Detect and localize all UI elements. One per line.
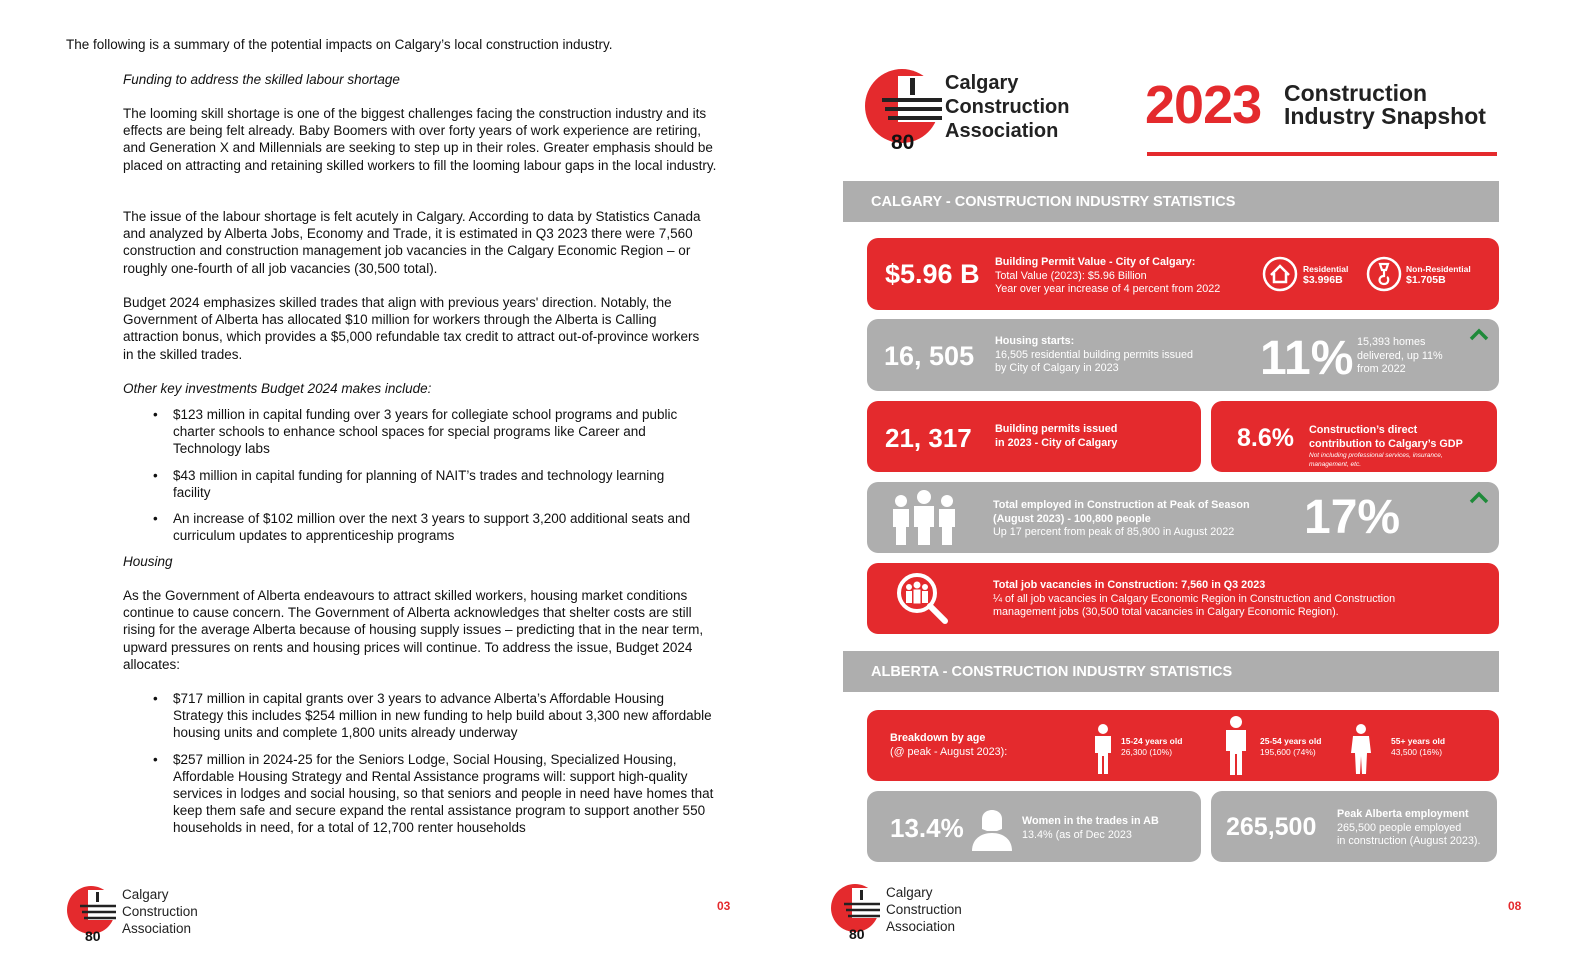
age-group-1: 15-24 years old 26,300 (10%) xyxy=(1121,736,1183,757)
list-item: • An increase of $102 million over the next 3 years to support 3,200 additional seats and curriculum updates to apprenticeship programs xyxy=(121,510,696,544)
logo-badge: 80 xyxy=(85,928,101,944)
employed-percent: 17% xyxy=(1304,491,1401,544)
permit-value-text: Building Permit Value - City of Calgary: Total Value (2023): $5.96 Billion Year over year increase of 4 percent from 2022 xyxy=(995,256,1221,295)
housing-starts-card xyxy=(867,319,1499,391)
person-icon xyxy=(1224,716,1248,776)
age-group-3: 55+ years old 43,500 (16%) xyxy=(1391,736,1446,757)
intro-text: The following is a summary of the potential impacts on Calgary’s local construction industry. xyxy=(66,37,613,52)
permits-issued-big: 21, 317 xyxy=(885,423,972,453)
page-number-right: 08 xyxy=(1508,899,1522,913)
gdp-note: Not including professional services, insurance, management, etc. xyxy=(1309,452,1443,468)
vacancies-text: Total job vacancies in Construction: 7,560 in Q3 2023 ¼ of all job vacancies in Calgary Economic Region in Construction and Construction management jobs (30,500 total vacancies in Calgary Economic Region). xyxy=(993,579,1396,618)
trend-up-icon xyxy=(1469,490,1489,504)
housing-percent: 11% xyxy=(1260,332,1354,385)
list-item: • $43 million in capital funding for planning of NAIT’s trades and technology learning facility xyxy=(121,467,696,501)
heading-housing: Housing xyxy=(123,554,173,569)
trend-up-icon xyxy=(1469,327,1489,341)
paragraph-skill-shortage: The looming skill shortage is one of the biggest challenges facing the construction industry and its effects are being felt already. Baby Boomers with over forty years of work experience are retiring, and Generation X and Millennials are seeking to step up in their roles. Greater emphasis should be placed on attracting and retaining skilled workers to fill the looming labour gaps in the local industry. xyxy=(123,106,717,173)
employed-text: Total employed in Construction at Peak of Season (August 2023) - 100,800 people Up 17 percent from peak of 85,900 in August 2022 xyxy=(993,499,1250,538)
permits-issued-text: Building permits issued in 2023 - City of Calgary xyxy=(995,423,1118,449)
logo-text: Calgary Construction Association xyxy=(122,887,198,936)
footer-logo-right xyxy=(830,882,990,942)
housing-list xyxy=(121,690,716,837)
women-big: 13.4% xyxy=(890,813,964,843)
footer-logo-left xyxy=(66,884,226,944)
workers-group-icon xyxy=(889,489,959,547)
investments-list xyxy=(121,406,696,544)
peak-employment-text: Peak Alberta employment 265,500 people employed in construction (August 2023). xyxy=(1337,808,1481,847)
permits-issued-card xyxy=(867,401,1201,472)
title-underline xyxy=(1147,152,1497,156)
employed-card xyxy=(867,482,1499,553)
list-item: • $257 million in 2024-25 for the Seniors Lodge, Social Housing, Specialized Housing, Affordable Housing Strategy and Rental Assistance programs will: support high-quality services in lodges and social housing, so that seniors and people in need have homes that keep them safe and secure expand the rental assistance program to support another 550 households in need, for a total of 12,700 renter households xyxy=(121,751,716,837)
page-number-left: 03 xyxy=(717,899,731,913)
age-breakdown-card xyxy=(867,710,1499,781)
house-icon xyxy=(1262,256,1298,292)
paragraph-housing: As the Government of Alberta endeavours to attract skilled workers, housing market conditions continue to cause concern. The Government of Alberta acknowledges that shelter costs are still rising for the average Alberta because of housing supply issues – predicting that in the near term, upward pressures on rents and housing prices will continue. To address the issue, Budget 2024 allocates: xyxy=(123,588,704,672)
logo-text: Calgary Construction Association xyxy=(945,72,1070,142)
snapshot-year: 2023 xyxy=(1145,75,1262,135)
heading-skilled-labour: Funding to address the skilled labour shortage xyxy=(123,72,400,87)
list-item: • $123 million in capital funding over 3 years for collegiate school programs and public charter schools to enhance school spaces for special programs like Career and Technology labs xyxy=(121,406,696,458)
housing-starts-text: Housing starts: 16,505 residential building permits issued by City of Calgary in 2023 xyxy=(995,335,1194,374)
women-card xyxy=(867,791,1201,862)
person-icon xyxy=(1350,723,1372,775)
peak-employment-big: 265,500 xyxy=(1226,813,1317,841)
paragraph-budget-2024: Budget 2024 emphasizes skilled trades that align with previous years' direction. Notably, the Government of Alberta has allocated $10 million for workers through the Alberta is Calling attraction bonus, which provides a $5,000 refundable tax credit to attract out-of-province workers in the skilled trades. xyxy=(123,295,700,362)
calgary-section-header: CALGARY - CONSTRUCTION INDUSTRY STATISTICS xyxy=(843,181,1499,222)
vacancies-card xyxy=(867,563,1499,634)
person-icon xyxy=(1093,723,1113,775)
heading-other-investments: Other key investments Budget 2024 makes include: xyxy=(123,381,432,396)
residential-stat: Residential $3.996B xyxy=(1303,264,1349,286)
gdp-big: 8.6% xyxy=(1237,424,1294,452)
job-search-icon xyxy=(895,571,953,627)
snapshot-title: Construction Industry Snapshot xyxy=(1284,80,1486,129)
crane-hook-icon xyxy=(1366,256,1402,292)
permit-value-card xyxy=(867,238,1499,310)
permit-value-big: $5.96 B xyxy=(885,259,980,289)
gdp-card xyxy=(1211,401,1497,472)
peak-employment-card xyxy=(1211,791,1497,862)
women-text: Women in the trades in AB 13.4% (as of Dec 2023 xyxy=(1022,815,1159,841)
alberta-section-header: ALBERTA - CONSTRUCTION INDUSTRY STATISTICS xyxy=(843,651,1499,692)
age-breakdown-title: Breakdown by age (@ peak - August 2023): xyxy=(890,732,1008,758)
paragraph-labour-shortage: The issue of the labour shortage is felt acutely in Calgary. According to data by Statistics Canada and analyzed by Alberta Jobs, Economy and Trade, it is estimated in Q3 2023 there were 7,560 construction and construction management job vacancies in the Calgary Economic Region – or roughly one-fourth of all job vacancies (30,500 total). xyxy=(123,209,701,276)
header-logo xyxy=(864,68,1084,158)
non-residential-stat: Non-Residential $1.705B xyxy=(1406,264,1471,286)
homes-delivered-text: 15,393 homes delivered, up 11% from 2022 xyxy=(1357,336,1443,375)
woman-icon xyxy=(969,803,1015,853)
age-group-2: 25-54 years old 195,600 (74%) xyxy=(1260,736,1322,757)
housing-starts-big: 16, 505 xyxy=(884,341,975,371)
logo-text: Calgary Construction Association xyxy=(886,885,962,934)
gdp-text: Construction’s direct contribution to Calgary’s GDP xyxy=(1309,424,1463,450)
logo-badge: 80 xyxy=(891,131,915,154)
logo-badge: 80 xyxy=(849,926,865,942)
list-item: • $717 million in capital grants over 3 years to advance Alberta’s Affordable Housing Strategy this includes $254 million in new funding to help build about 3,300 new affordable housing units and complete 1,800 units already underway xyxy=(121,690,716,742)
